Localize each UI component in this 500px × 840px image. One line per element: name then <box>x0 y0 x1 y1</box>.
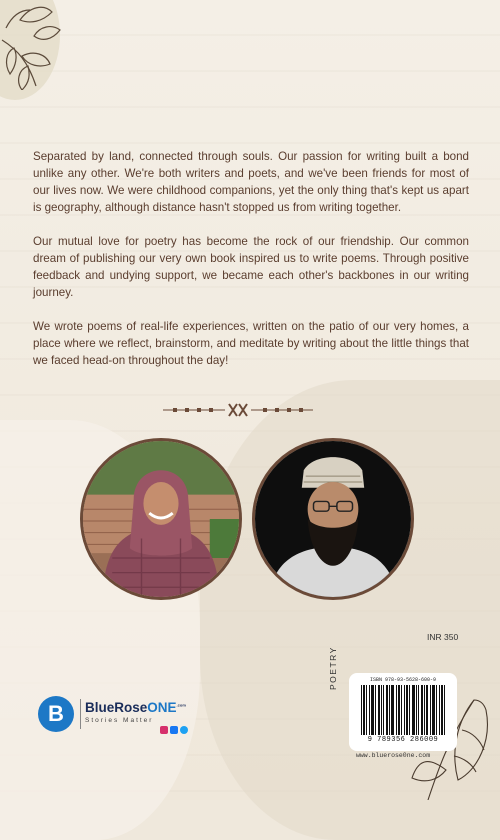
isbn-barcode <box>349 673 457 751</box>
author-photo-2-image <box>255 441 411 597</box>
publisher-tagline: Stories Matter <box>85 717 154 724</box>
ornament-divider <box>163 403 313 417</box>
publisher-name-suffix: .com <box>176 702 186 708</box>
facebook-icon[interactable] <box>170 726 178 734</box>
blurb-paragraph-3: We wrote poems of real-life experiences, written on the patio of our very homes, a place where we reflect, brainstorm, and meditate by writing about the little things that we faced head-on throughout the day! <box>33 320 469 367</box>
publisher-name-main: BlueRose <box>85 700 148 715</box>
genre-label: POETRY <box>328 646 338 690</box>
blurb-paragraph-2: Our mutual love for poetry has become the rock of our friendship. Our common dream of publishing our very own book inspired us to write poems. Through positive feedback and undying support, we became each other's backbones in our writing journey. <box>33 235 469 299</box>
twitter-icon[interactable] <box>180 726 188 734</box>
author-photo-2 <box>252 438 414 600</box>
instagram-icon[interactable] <box>160 726 168 734</box>
author-photo-1-image <box>83 441 239 597</box>
publisher-name-accent: ONE <box>147 700 177 715</box>
blurb-paragraph-1: Separated by land, connected through souls. Our passion for writing built a bond unlike any other. We're both writers and poets, and we've been friends for most of our lives now. We were childhood companions, yet the only thing that's kept us apart is geography, although distance hasn't stopped us from writing together. <box>33 150 469 214</box>
social-icons <box>160 726 188 734</box>
blurb <box>33 148 469 386</box>
website-link[interactable]: www.bluerose0ne.com <box>356 752 431 759</box>
price-label: INR 350 <box>427 632 459 642</box>
logo-separator <box>80 699 81 729</box>
barcode-bars <box>355 685 451 735</box>
isbn-number: 9 789356 286009 <box>367 736 439 744</box>
author-photo-1 <box>80 438 242 600</box>
leaf-branch-icon <box>0 0 70 90</box>
publisher-logo-icon: B <box>38 696 74 732</box>
isbn-label: ISBN 978-93-5628-600-9 <box>369 677 436 683</box>
publisher-name <box>85 700 186 715</box>
